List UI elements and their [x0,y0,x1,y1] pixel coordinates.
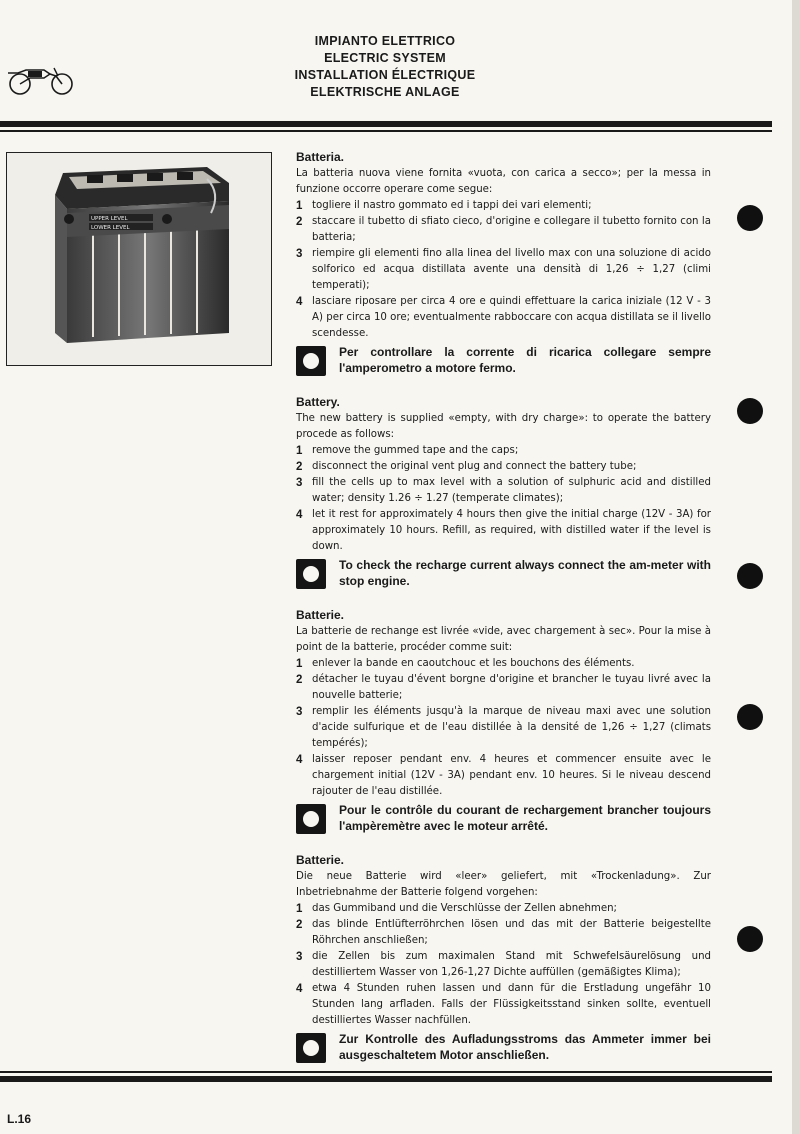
step-number: 2 [296,919,303,931]
step-text: staccare il tubetto di sfiato cieco, d'origine e collegare il tubetto fornito con la batteria; [312,216,711,243]
step-number: 1 [296,200,303,212]
section-title: Batteria. [296,150,345,164]
step-text: remove the gummed tape and the caps; [312,445,519,456]
list-item [296,672,711,704]
page-number: L.16 [7,1112,32,1126]
title-italian: IMPIANTO ELETTRICO [314,34,456,48]
step-text: togliere il nastro gommato ed i tappi dei vari elementi; [312,200,592,211]
top-rule-thick [0,121,772,127]
step-number: 3 [296,951,303,963]
motorcycle-icon [4,62,76,98]
binder-hole [737,205,763,231]
list-item [296,294,711,342]
section-intro: La batterie de rechange est livrée «vide, avec chargement à sec». Pour la mise à point de la batterie, procéder comme suit: [296,626,711,653]
binder-hole [737,563,763,589]
page-header [240,33,530,101]
step-number: 2 [296,216,303,228]
section-english [296,394,711,589]
step-number: 4 [296,296,303,308]
step-number: 4 [296,983,303,995]
step-text: riempire gli elementi fino alla linea del livello max con una soluzione di acido solforico ed acqua distillata avente una densità di 1,26 ÷ 1,27 (climi temperati); [312,248,711,291]
section-intro: The new battery is supplied «empty, with dry charge»: to operate the battery procede as follows: [296,413,711,440]
binder-hole [737,926,763,952]
bottom-rule-thick [0,1076,772,1082]
list-item [296,901,711,917]
list-item [296,214,711,246]
top-rule-thin [0,130,772,132]
bottom-rule-thin [0,1071,772,1073]
list-item [296,507,711,555]
note-text: Per controllare la corrente di ricarica collegare sempre l'amperometro a motore fermo. [339,345,711,375]
title-english: ELECTRIC SYSTEM [324,51,446,65]
step-number: 3 [296,477,303,489]
step-number: 2 [296,674,303,686]
warning-icon [296,559,326,589]
list-item [296,198,711,214]
warning-note [296,802,711,834]
step-text: lasciare riposare per circa 4 ore e quindi effettuare la carica iniziale (12 V - 3 A) per circa 10 ore; eventualmente rabboccare con acqua distillata se il livello scendesse. [312,296,711,339]
list-item [296,981,711,1029]
section-title: Batterie. [296,608,345,622]
note-text: Pour le contrôle du courant de rechargement brancher toujours l'ampèremètre avec le moteur arrêté. [339,803,711,833]
warning-note [296,557,711,589]
list-item [296,246,711,294]
title-french: INSTALLATION ÉLECTRIQUE [294,68,476,82]
section-german [296,852,711,1063]
list-item [296,443,711,459]
battery-illustration [7,153,270,364]
step-number: 1 [296,658,303,670]
step-text: die Zellen bis zum maximalen Stand mit Schwefelsäurelösung und destilliertem Wasser von 1,26-1,27 Dichte auffüllen (gemäßigtes Klima); [312,951,711,978]
section-title: Batterie. [296,853,345,867]
step-text: das Gummiband und die Verschlüsse der Zellen abnehmen; [312,903,617,914]
step-number: 3 [296,706,303,718]
step-number: 1 [296,903,303,915]
upper-level-label: UPPER LEVEL [91,216,128,222]
title-german: ELEKTRISCHE ANLAGE [310,85,460,99]
warning-icon [296,346,326,376]
list-item [296,475,711,507]
step-number: 1 [296,445,303,457]
section-intro: La batteria nuova viene fornita «vuota, con carica a secco»; per la messa in funzione occorre operare come segue: [296,168,711,195]
step-number: 2 [296,461,303,473]
lower-level-label: LOWER LEVEL [91,225,130,231]
section-french [296,607,711,834]
list-item [296,704,711,752]
battery-photo [6,152,272,366]
step-text: laisser reposer pendant env. 4 heures et commencer ensuite avec le chargement initial (12V - 3A) pendant env. 10 heures. Si le niveau descend rajouter de l'eau distillée. [312,754,711,797]
step-text: enlever la bande en caoutchouc et les bouchons des éléments. [312,658,635,669]
step-text: das blinde Entlüfterröhrchen lösen und das mit der Batterie beigestellte Röhrchen anschließen; [312,919,711,946]
list-item [296,459,711,475]
binder-hole [737,704,763,730]
note-text: To check the recharge current always connect the am-meter with stop engine. [339,558,711,588]
step-number: 4 [296,754,303,766]
binder-hole [737,398,763,424]
page-edge [792,0,800,1134]
step-text: disconnect the original vent plug and connect the battery tube; [312,461,637,472]
content-column [296,149,711,1063]
step-text: détacher le tuyau d'évent borgne d'origine et brancher le tuyau livré avec la nouvelle batterie; [312,674,711,701]
step-text: fill the cells up to max level with a solution of sulphuric acid and distilled water; density 1.26 ÷ 1.27 (temperate climates); [312,477,711,504]
list-item [296,949,711,981]
section-intro: Die neue Batterie wird «leer» geliefert, mit «Trockenladung». Zur Inbetriebnahme der Batterie folgend vorgehen: [296,871,711,898]
step-text: etwa 4 Stunden ruhen lassen und dann für die Erstladung ungefähr 10 Stunden lang arfladen. Falls der Flüssigkeitsstand sinken sollte, eventuell destilliertes Wasser nachfüllen. [312,983,711,1026]
warning-icon [296,1033,326,1063]
step-number: 3 [296,248,303,260]
step-text: remplir les éléments jusqu'à la marque de niveau maxi avec une solution d'acide sulfurique et de l'eau distillée à la densité de 1,26 ÷ 1,27 (climats tempérés); [312,706,711,749]
step-number: 4 [296,509,303,521]
warning-icon [296,804,326,834]
section-title: Battery. [296,395,340,409]
warning-note [296,344,711,376]
note-text: Zur Kontrolle des Aufladungsstroms das Ammeter immer bei ausgeschaltetem Motor anschließen. [339,1032,711,1062]
warning-note [296,1031,711,1063]
list-item [296,656,711,672]
list-item [296,752,711,800]
section-italian [296,149,711,376]
step-text: let it rest for approximately 4 hours then give the initial charge (12V - 3A) for approximately 10 hours. Refill, as required, with distilled water if the level is down. [312,509,711,552]
list-item [296,917,711,949]
